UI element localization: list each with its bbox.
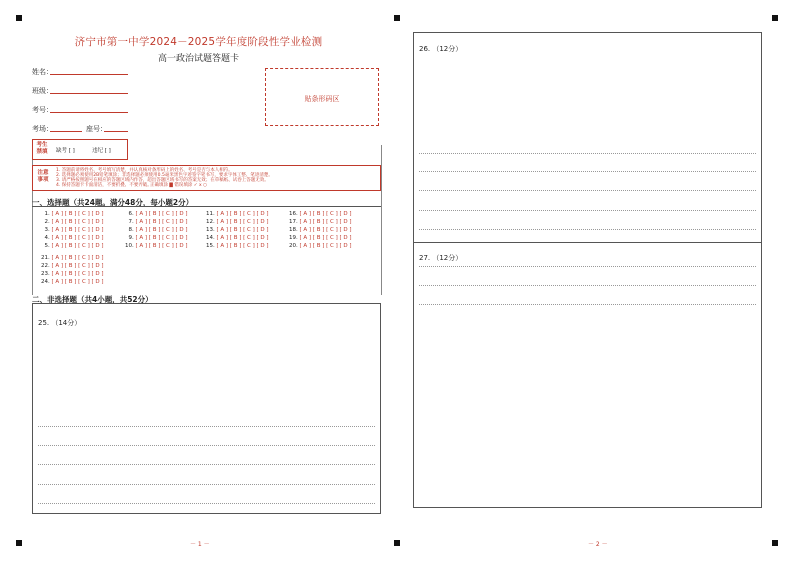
question-number: 21 [41,255,48,261]
answer-options[interactable]: [ A ] [ B ] [ C ] [ D ] [51,219,104,225]
question-number: 16 [289,211,296,217]
question-number-dot: . [132,243,136,249]
choice-question-17[interactable] [288,219,352,225]
alignment-mark-bottom-middle [394,540,400,546]
choice-question-21[interactable] [40,255,104,261]
status-label-line2: 禁填 [36,149,48,155]
question-number-dot: . [48,211,52,217]
choice-question-6[interactable] [124,211,188,217]
seat-field[interactable] [104,131,128,132]
question-number: 12 [206,219,213,225]
answer-options[interactable]: [ A ] [ B ] [ C ] [ D ] [216,243,269,249]
notice-label-line2: 事项 [37,177,49,183]
answer-options[interactable]: [ A ] [ B ] [ C ] [ D ] [299,235,352,241]
question-number-dot: . [213,211,217,217]
answer-options[interactable]: [ A ] [ B ] [ C ] [ D ] [135,211,188,217]
notice-line-3: 3. 请严格按照题号在相应的答题区域内作答，超出答题区域书写的答案无效；在草稿纸、试卷上答题无效。 [56,178,269,183]
choice-question-1[interactable] [40,211,104,217]
question-number-dot: . [48,219,52,225]
question-number-dot: . [296,235,300,241]
answer-line[interactable] [38,503,375,504]
section1-title: 一、选择题（共24题。满分48分，每小题2分） [32,198,194,207]
question-number: 13 [206,227,213,233]
answer-options[interactable]: [ A ] [ B ] [ C ] [ D ] [299,243,352,249]
absent-checkbox[interactable]: 缺考 [ ] [56,148,75,154]
class-label: 班级： [32,87,53,95]
notice-line-2: 2. 选择题必须使用2B铅笔填涂；非选择题必须使用0.5毫米黑色字迹签字笔书写，要求字体工整、笔迹清楚。 [56,173,273,178]
answer-options[interactable]: [ A ] [ B ] [ C ] [ D ] [51,227,104,233]
page-number-right: － 2 － [588,541,608,548]
choice-question-19[interactable] [288,235,352,241]
answer-options[interactable]: [ A ] [ B ] [ C ] [ D ] [216,219,269,225]
answer-line[interactable] [38,484,375,485]
question-number-dot: . [48,271,52,277]
page-title: 济宁市第一中学2024－2025学年度阶段性学业检测 [74,36,323,48]
question-number-dot: . [213,243,217,249]
question-25-panel [32,303,381,514]
question-27-label: 27. （12分） [419,254,463,262]
question-number: 14 [206,235,213,241]
class-field[interactable] [50,93,128,94]
choice-question-8[interactable] [124,227,188,233]
question-number: 1 [44,211,48,217]
answer-options[interactable]: [ A ] [ B ] [ C ] [ D ] [216,227,269,233]
name-field[interactable] [50,74,128,75]
choice-question-11[interactable] [205,211,269,217]
question-number: 2 [44,219,48,225]
answer-options[interactable]: [ A ] [ B ] [ C ] [ D ] [51,271,104,277]
question-number-dot: . [48,235,52,241]
notice-label-line1: 注意 [37,170,49,176]
question-number: 8 [128,227,132,233]
choice-question-12[interactable] [205,219,269,225]
choice-question-10[interactable] [124,243,188,249]
choice-question-18[interactable] [288,227,352,233]
exam-number-field[interactable] [50,112,128,113]
choice-question-22[interactable] [40,263,104,269]
notice-line-1: 1. 答题前请将姓名、考号填写清楚，并认真核对条形码上的姓名、考号是否与本人相符。 [56,168,233,173]
question-number: 9 [128,235,132,241]
choice-question-4[interactable] [40,235,104,241]
question-number: 3 [44,227,48,233]
exam-room-label: 考场： [32,125,53,133]
choice-question-5[interactable] [40,243,104,249]
answer-options[interactable]: [ A ] [ B ] [ C ] [ D ] [299,219,352,225]
question-number-dot: . [296,243,300,249]
answer-line[interactable] [419,190,756,191]
choice-question-24[interactable] [40,279,104,285]
answer-options[interactable]: [ A ] [ B ] [ C ] [ D ] [135,219,188,225]
question-number-dot: . [296,219,300,225]
notice-label [35,170,51,184]
choice-question-13[interactable] [205,227,269,233]
question-number: 19 [289,235,296,241]
exam-room-field[interactable] [50,131,82,132]
question-number: 11 [206,211,213,217]
seat-label: 座号： [86,125,107,133]
question-number-dot: . [296,211,300,217]
right-side-strip [381,145,382,295]
answer-line[interactable] [419,210,756,211]
choice-question-16[interactable] [288,211,352,217]
question-number-dot: . [132,219,136,225]
question-number-dot: . [213,219,217,225]
question-25-label: 25. （14分） [38,319,82,327]
notice-line-4: 4. 保持答题卡卡面清洁，不要折叠、不要弄破。 [56,183,152,188]
question-number: 17 [289,219,296,225]
answer-options[interactable]: [ A ] [ B ] [ C ] [ D ] [299,227,352,233]
question-number-dot: . [48,279,52,285]
exam-number-label: 考号： [32,106,53,114]
alignment-mark-top-right [772,15,778,21]
alignment-mark-top-left [16,15,22,21]
section1-rule [32,206,381,207]
status-label [34,142,50,156]
alignment-mark-top-middle [394,15,400,21]
answer-line[interactable] [38,464,375,465]
choice-question-3[interactable] [40,227,104,233]
choice-question-23[interactable] [40,271,104,277]
question-number: 23 [41,271,48,277]
status-label-line1: 考生 [36,142,48,148]
answer-options[interactable]: [ A ] [ B ] [ C ] [ D ] [135,243,188,249]
question-number: 4 [44,235,48,241]
question-number: 7 [128,219,132,225]
answer-options[interactable]: [ A ] [ B ] [ C ] [ D ] [51,211,104,217]
answer-line[interactable] [419,266,756,267]
question-number: 6 [128,211,132,217]
choice-question-15[interactable] [205,243,269,249]
answer-options[interactable]: [ A ] [ B ] [ C ] [ D ] [51,235,104,241]
question-number: 24 [41,279,48,285]
alignment-mark-bottom-left [16,540,22,546]
question-number-dot: . [213,227,217,233]
choice-question-9[interactable] [124,235,188,241]
question-number-dot: . [296,227,300,233]
answer-options[interactable]: [ A ] [ B ] [ C ] [ D ] [135,227,188,233]
choice-question-7[interactable] [124,219,188,225]
answer-options[interactable]: [ A ] [ B ] [ C ] [ D ] [51,279,104,285]
answer-options[interactable]: [ A ] [ B ] [ C ] [ D ] [216,235,269,241]
question-number-dot: . [132,211,136,217]
choice-question-14[interactable] [205,235,269,241]
answer-line[interactable] [38,426,375,427]
question-26-label: 26. （12分） [419,45,463,53]
barcode-area [265,68,379,126]
question-number: 10 [125,243,132,249]
question-number: 18 [289,227,296,233]
section2-title: 二、非选择题（共4小题，共52分） [32,295,153,304]
question-number: 22 [41,263,48,269]
answer-line[interactable] [419,229,756,230]
question-number-dot: . [48,263,52,269]
question-26-27-panel [413,32,762,508]
question-number-dot: . [48,255,52,261]
choice-question-2[interactable] [40,219,104,225]
fill-example: 正确填涂 ▇ 错误填涂 ✓ ⅹ ○ [150,183,207,188]
choice-question-20[interactable] [288,243,352,249]
question-number: 15 [206,243,213,249]
answer-options[interactable]: [ A ] [ B ] [ C ] [ D ] [51,263,104,269]
answer-line[interactable] [419,285,756,286]
answer-options[interactable]: [ A ] [ B ] [ C ] [ D ] [135,235,188,241]
answer-line[interactable] [38,445,375,446]
question-divider [414,242,761,243]
alignment-mark-bottom-right [772,540,778,546]
question-number-dot: . [132,227,136,233]
barcode-label: 贴条形码区 [304,95,340,103]
question-number-dot: . [48,227,52,233]
answer-line[interactable] [419,304,756,305]
answer-options[interactable]: [ A ] [ B ] [ C ] [ D ] [51,243,104,249]
question-number-dot: . [48,243,52,249]
answer-options[interactable]: [ A ] [ B ] [ C ] [ D ] [216,211,269,217]
question-number-dot: . [132,235,136,241]
page-subtitle: 高一政治试题答题卡 [157,54,239,64]
answer-options[interactable]: [ A ] [ B ] [ C ] [ D ] [51,255,104,261]
question-number: 20 [289,243,296,249]
page-number-left: － 1 － [190,541,210,548]
answer-line[interactable] [419,171,756,172]
name-label: 姓名： [32,68,53,76]
answer-options[interactable]: [ A ] [ B ] [ C ] [ D ] [299,211,352,217]
answer-line[interactable] [419,153,756,154]
violation-checkbox[interactable]: 违纪 [ ] [92,148,111,154]
question-number: 5 [44,243,48,249]
question-number-dot: . [213,235,217,241]
